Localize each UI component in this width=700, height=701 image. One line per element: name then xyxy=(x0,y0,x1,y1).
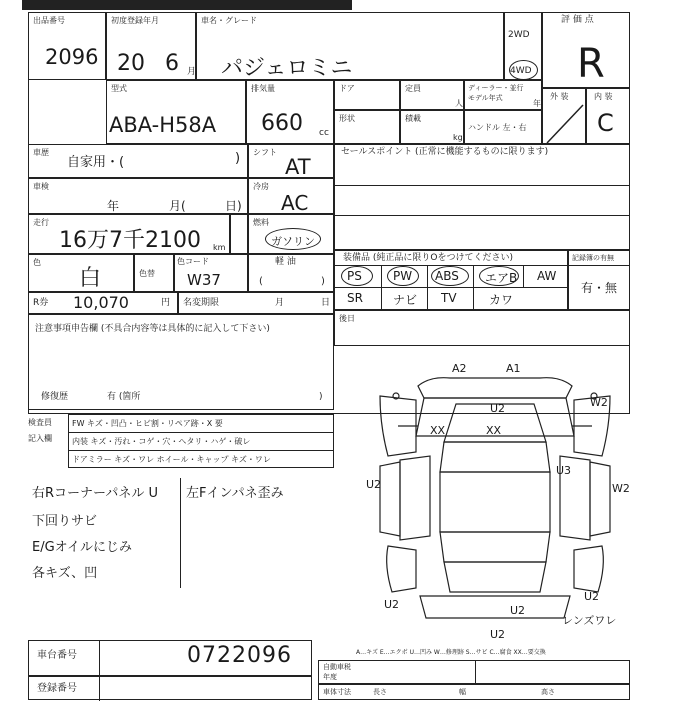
lot-value: 2096 xyxy=(45,45,99,69)
checklist-title: 記入欄 xyxy=(28,434,52,443)
model-label: 型式 xyxy=(111,84,127,93)
usage-close: ) xyxy=(235,151,241,166)
model-box xyxy=(106,80,246,144)
equip-item: エアB xyxy=(485,271,518,285)
handle-box xyxy=(464,110,542,144)
recycle-value: 10,070 xyxy=(73,293,129,312)
audit-box xyxy=(568,250,630,310)
other-label: 後日 xyxy=(339,314,355,323)
color-box xyxy=(28,254,134,292)
header-bar xyxy=(22,0,352,10)
int-box xyxy=(586,88,630,144)
color-no-box xyxy=(134,254,174,292)
ac-value: AC xyxy=(281,191,309,215)
diagram-label: U2 xyxy=(490,628,506,641)
diagram-label: U2 xyxy=(384,598,400,611)
inspection-month-unit: 月( xyxy=(169,199,186,213)
disp-value: 660 xyxy=(261,111,303,136)
mileage-box xyxy=(28,214,230,254)
diagram-label: U2 xyxy=(366,478,382,491)
reg-label: 登録番号 xyxy=(37,683,77,694)
color-code-value: W37 xyxy=(187,271,221,289)
door-box xyxy=(334,80,400,110)
first-reg-month: 6 xyxy=(165,51,179,76)
diagram-label: U2 xyxy=(584,590,600,603)
cap-box xyxy=(400,80,464,110)
fuel-box xyxy=(248,214,334,254)
first-reg-box xyxy=(106,12,196,80)
color-code-label: 色コード xyxy=(177,257,209,266)
usage-label: 車歴 xyxy=(33,148,49,157)
ext-slash xyxy=(543,103,587,145)
equip-item: PS xyxy=(347,269,362,283)
inspection-year-unit: 年 xyxy=(107,199,120,213)
shift-label: シフト xyxy=(253,148,277,157)
diagram-label: A1 xyxy=(506,362,521,375)
diagram-label: レンズワレ xyxy=(562,614,617,627)
score-value: R xyxy=(577,41,605,87)
inspection-label: 車検 xyxy=(33,182,49,191)
equip-item: ABS xyxy=(435,269,459,283)
deadline-day: 日 xyxy=(321,298,331,308)
shift-box xyxy=(248,144,334,178)
checklist-row: 内装 キズ・汚れ・コゲ・穴・ヘタリ・ハゲ・破レ xyxy=(72,437,251,446)
audit-label: 記録簿の有無 xyxy=(572,254,614,262)
repair-close: ) xyxy=(319,392,323,402)
recycle-unit: 円 xyxy=(161,298,171,308)
equip-item: PW xyxy=(393,269,413,283)
loadcap-box xyxy=(400,110,464,144)
equip-item: AW xyxy=(537,269,557,283)
inspection-box xyxy=(28,178,248,214)
loadcap-unit: kg xyxy=(453,133,463,142)
diagram-label: U2 xyxy=(490,402,506,415)
equip-label: 装備品 (純正品に限りOをつけてください) xyxy=(343,253,513,263)
height-label: 高さ xyxy=(541,688,555,696)
remarks-label: 注意事項申告欄 (不具合内容等は具体的に記入して下さい) xyxy=(35,324,270,334)
recycle-box xyxy=(28,292,178,314)
width-label: 幅 xyxy=(459,688,466,696)
drive-box xyxy=(504,12,542,80)
diagram-label: A2 xyxy=(452,362,467,375)
lot-box xyxy=(28,12,106,80)
shift-value: AT xyxy=(285,155,311,179)
diagram-label: W2 xyxy=(590,396,608,409)
dealer-box xyxy=(464,80,542,110)
oil-box: 軽 油 ( ) xyxy=(248,254,334,292)
diagram-label: W2 xyxy=(612,482,630,495)
tax-label: 自動車税 xyxy=(323,663,351,671)
note-right: 左Fインパネ歪み xyxy=(186,486,284,501)
model-year-label: モデル年式 xyxy=(468,94,503,102)
dealer-label: ディーラー・並行 xyxy=(468,84,524,92)
km-unit: km xyxy=(213,243,226,252)
first-reg-label: 初度登録年月 xyxy=(111,16,159,25)
chassis-box xyxy=(28,640,312,676)
repair-value: 有 (箇所 xyxy=(107,392,141,402)
body-dims-box xyxy=(318,684,630,700)
disp-box xyxy=(246,80,334,144)
name-label: 車名・グレード xyxy=(201,16,257,25)
notes-area xyxy=(28,478,328,598)
equip-item: TV xyxy=(441,291,457,305)
name-value: パジェロミニ xyxy=(221,56,353,81)
fuel-circle xyxy=(265,228,321,250)
tax-sub: 年度 xyxy=(323,673,337,681)
score-box xyxy=(542,12,630,88)
note-left: 各キズ、凹 xyxy=(32,566,98,581)
body-label: 車体寸法 xyxy=(323,688,351,696)
sales-box xyxy=(334,144,630,250)
mileage-label: 走行 xyxy=(33,218,49,227)
checklist xyxy=(28,414,334,470)
usage-value: 自家用・( xyxy=(67,155,125,170)
model-year-unit: 年 xyxy=(533,99,541,108)
shape-label: 形状 xyxy=(339,114,355,123)
length-label: 長さ xyxy=(373,688,387,696)
diagram-label: U2 xyxy=(510,604,526,617)
note-left: 右Rコーナーパネル U xyxy=(32,486,159,501)
reg-box xyxy=(28,676,312,700)
car-diagram xyxy=(360,356,650,646)
remarks-box xyxy=(28,314,334,410)
color-code-box xyxy=(174,254,248,292)
drive-4wd-circle xyxy=(509,60,538,80)
equip-box xyxy=(334,250,568,310)
first-reg-year: 20 xyxy=(117,51,145,76)
deadline-month: 月 xyxy=(275,298,285,308)
ac-box xyxy=(248,178,334,214)
diagram-legend: A…キズ E…エクボ U…凹み W…修理跡 S…サビ C…腐食 XX…要交換 xyxy=(356,649,546,656)
repair-label: 修復歴 xyxy=(41,392,69,402)
shape-box xyxy=(334,110,400,144)
sales-label: セールスポイント (正常に機能するものに限ります) xyxy=(341,147,549,157)
mileage-value: 16万7千2100 xyxy=(59,228,201,253)
note-left: 下回りサビ xyxy=(32,514,98,529)
int-value: C xyxy=(597,109,614,137)
chassis-label: 車台番号 xyxy=(37,650,77,661)
fuel-label: 燃料 xyxy=(253,218,269,227)
other-box xyxy=(334,310,630,346)
disp-unit: cc xyxy=(319,128,329,138)
deadline-box xyxy=(178,292,334,314)
score-label: 評 価 点 xyxy=(561,15,594,25)
recycle-label: R券 xyxy=(33,298,49,308)
door-label: ドア xyxy=(339,84,355,93)
sales-rule xyxy=(335,215,629,216)
checklist-row: ドアミラー キズ・ワレ ホイール・キャップ キズ・ワレ xyxy=(72,455,271,464)
tax-box xyxy=(318,660,630,684)
audit-value: 有・無 xyxy=(581,281,618,295)
handle-label: ハンドル 左・右 xyxy=(468,123,527,132)
color-no-label: 色替 xyxy=(139,269,155,278)
note-left: E/Gオイルにじみ xyxy=(32,540,133,555)
drive-4wd: 4WD xyxy=(510,66,532,76)
usage-box xyxy=(28,144,248,178)
checklist-title: 検査員 xyxy=(28,418,52,427)
fuel-value: ガソリン xyxy=(271,235,315,248)
disp-label: 排気量 xyxy=(251,84,275,93)
chassis-value: 0722096 xyxy=(187,643,292,668)
ac-label: 冷房 xyxy=(253,182,269,191)
diagram-label: XX xyxy=(486,424,502,437)
checklist-row: FW キズ・凹凸・ヒビ割・リペア跡・X 要 xyxy=(72,419,223,428)
mileage-spacer xyxy=(230,214,248,254)
ext-label: 外 装 xyxy=(550,92,569,101)
model-value: ABA-H58A xyxy=(109,113,217,137)
oil-label: 軽 油 xyxy=(275,257,296,267)
cap-label: 定員 xyxy=(405,84,421,93)
loadcap-label: 積載 xyxy=(405,114,421,123)
sales-rule xyxy=(335,185,629,186)
equip-item: SR xyxy=(347,291,363,305)
month-unit: 月 xyxy=(187,67,197,77)
inspection-day-unit: 日) xyxy=(225,199,242,213)
diagram-label: U3 xyxy=(556,464,572,477)
equip-item: カワ xyxy=(489,293,514,307)
equip-item: ナビ xyxy=(393,293,418,307)
color-value: 白 xyxy=(79,266,102,291)
deadline-label: 名変期限 xyxy=(183,298,220,308)
cap-unit: 人 xyxy=(455,99,463,108)
lot-label: 出品番号 xyxy=(33,16,65,25)
diagram-label: XX xyxy=(430,424,446,437)
int-label: 内 装 xyxy=(594,92,613,101)
drive-2wd: 2WD xyxy=(508,30,530,40)
name-box xyxy=(196,12,504,80)
color-label: 色 xyxy=(33,258,41,267)
ext-box xyxy=(542,88,586,144)
